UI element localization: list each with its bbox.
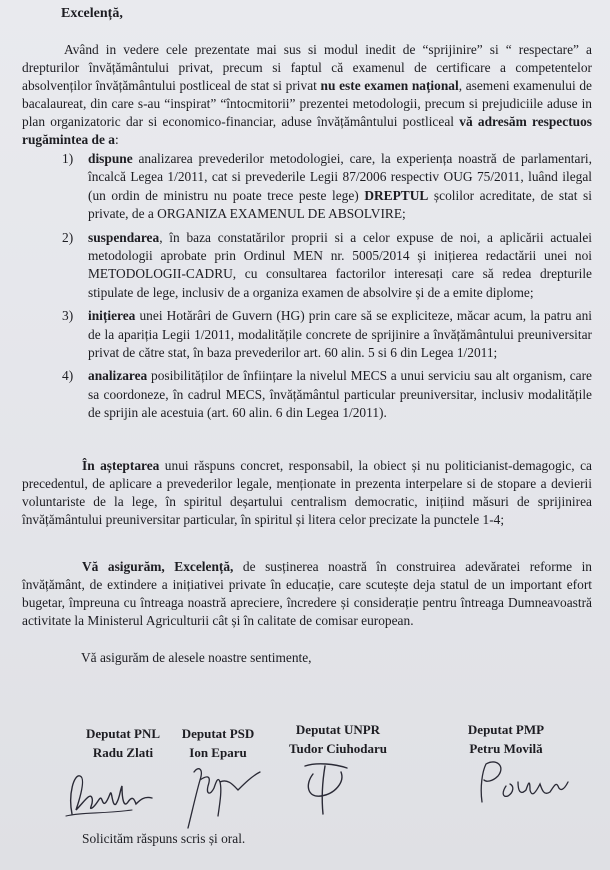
deputy-title: Deputat UNPR bbox=[295, 722, 381, 737]
deputy-block-unpr bbox=[284, 720, 392, 758]
deputy-block-pnl bbox=[78, 724, 168, 762]
signature-radu-zlati bbox=[62, 764, 158, 826]
request-number: 4) bbox=[62, 368, 74, 384]
assurance-lead: Vă asigurăm, Excelență, bbox=[82, 559, 234, 574]
request-item-3 bbox=[60, 307, 592, 362]
request-item-2 bbox=[60, 229, 592, 303]
request-verb: dispune bbox=[88, 151, 133, 166]
deputy-name: Radu Zlati bbox=[92, 745, 154, 760]
request-item-1 bbox=[60, 150, 592, 224]
intro-text-after: , asemeni examenului de bacalaureat, din care s-au “inspirat” “întocmitorii” prezentei metodologii, precum si prejudiciile aduse in plan organizatoric dar si economico-financiar, aduse învățământului postliceal bbox=[22, 78, 592, 129]
deputy-name: Ion Eparu bbox=[189, 745, 247, 760]
salutation: Excelență, bbox=[61, 6, 123, 21]
assurance-text: de susținerea noastră în construirea adevăratei reforme in învățământ, de extindere a inițiativei private în educație, care scutește deja statul de un important efort bugetar, împreuna cu întreaga noastră apreciere, încredere și considerație pentru întreaga Dumneavoastră activitate la Ministerul Agriculturii cât și în calitate de comisar european. bbox=[22, 559, 592, 628]
signature-ion-eparu bbox=[178, 762, 264, 836]
intro-text: Având in vedere cele prezentate mai sus si modul inedit de “sprijinire” si “ respectare” a drepturilor învățământului privat, precum si faptul că examenul de certificare a competentelor absolvenților învățământului postliceal de stat si privat bbox=[22, 42, 592, 93]
request-text: posibilităților de înființare la nivelul MECS a unui serviciu sau alt organism, care sa coordoneze, în cadrul MECS, învățământul particular preuniversitar, inclusiv modalitățile de sprijin ale acestuia (art. 60 alin. 6 din Legea 1/2011). bbox=[88, 368, 592, 421]
waiting-lead: În așteptarea bbox=[82, 458, 160, 473]
request-item-4 bbox=[60, 367, 592, 422]
deputy-block-pmp bbox=[458, 720, 554, 758]
request-number: 2) bbox=[62, 229, 74, 245]
request-verb: analizarea bbox=[88, 368, 148, 384]
deputy-name: Tudor Ciuhodaru bbox=[289, 741, 387, 756]
assurance-paragraph bbox=[22, 558, 592, 630]
waiting-text: unui răspuns concret, responsabil, la obiect și nu politicianist-demagogic, ca precedentul, de aplicare a prevederilor legale, menționate in prezenta interpelare si de stopare a devierii voluntariste de la lege, în spiritul deșartului centralism democratic, inițiind măsuri de sprijinirea învățământului preuniversitar particular, în spiritul și litera celor precizate la punctele 1-4; bbox=[22, 458, 592, 527]
requests-list bbox=[60, 150, 592, 428]
deputy-block-psd bbox=[172, 724, 264, 762]
request-text: analizarea prevederilor metodologiei, care, la experiența noastră de parlamentari, încalcă Legea 1/2011, cat si prevederile Legii 87/2006 respectiv OUG 75/2011, luând ilegal (un ordin de ministru nu poate trece peste lege) bbox=[88, 151, 592, 203]
signature-petru-movila bbox=[470, 754, 574, 814]
deputy-title: Deputat PNL bbox=[85, 726, 161, 741]
deputy-title: Deputat PMP bbox=[467, 722, 545, 737]
request-verb: suspendarea bbox=[88, 229, 160, 245]
deputy-title: Deputat PSD bbox=[181, 726, 255, 741]
request-emphasis: DREPTUL bbox=[364, 187, 429, 203]
intro-paragraph bbox=[22, 41, 592, 149]
request-text: , în baza constatărilor proprii si a celor expuse de noi, a aplicării actualei metodologii aprobate prin Ordinul MEN nr. 5005/2014 și inițierea redactării unei noi METODOLOGII-CADRU, cu consultarea factorilor interesați care să redea drepturile stipulate de lege, inclusiv de a organiza examen de absolvire și de a emite diplome; bbox=[88, 229, 592, 300]
intro-request-colon: : bbox=[114, 132, 119, 147]
request-text-cont: școlilor acreditate, de stat si private, de a ORGANIZA EXAMENUL DE ABSOLVIRE; bbox=[88, 187, 592, 222]
request-number: 1) bbox=[62, 151, 74, 166]
waiting-paragraph bbox=[22, 457, 592, 529]
request-verb: inițierea bbox=[88, 308, 136, 324]
intro-bold-phrase: nu este examen național bbox=[320, 78, 459, 93]
intro-request-lead: vă adresăm respectuos rugămintea de a bbox=[22, 114, 593, 147]
closing-line: Vă asigurăm de alesele noastre sentimente, bbox=[81, 650, 312, 665]
request-text: unei Hotărâri de Guvern (HG) prin care să se expliciteze, măcar acum, la patru ani de la apariția Legii 1/2011, modalitățile concrete de sprijinire a învățământului preuniversitar privat de către stat, în baza prevederilor art. 60 alin. 5 si 6 din Legea 1/2011; bbox=[88, 308, 592, 361]
footer-request-answer: Solicităm răspuns scris și oral. bbox=[82, 831, 246, 846]
deputy-name: Petru Movilă bbox=[469, 741, 543, 756]
request-number: 3) bbox=[62, 308, 74, 324]
signature-tudor-ciuhodaru bbox=[295, 758, 355, 820]
